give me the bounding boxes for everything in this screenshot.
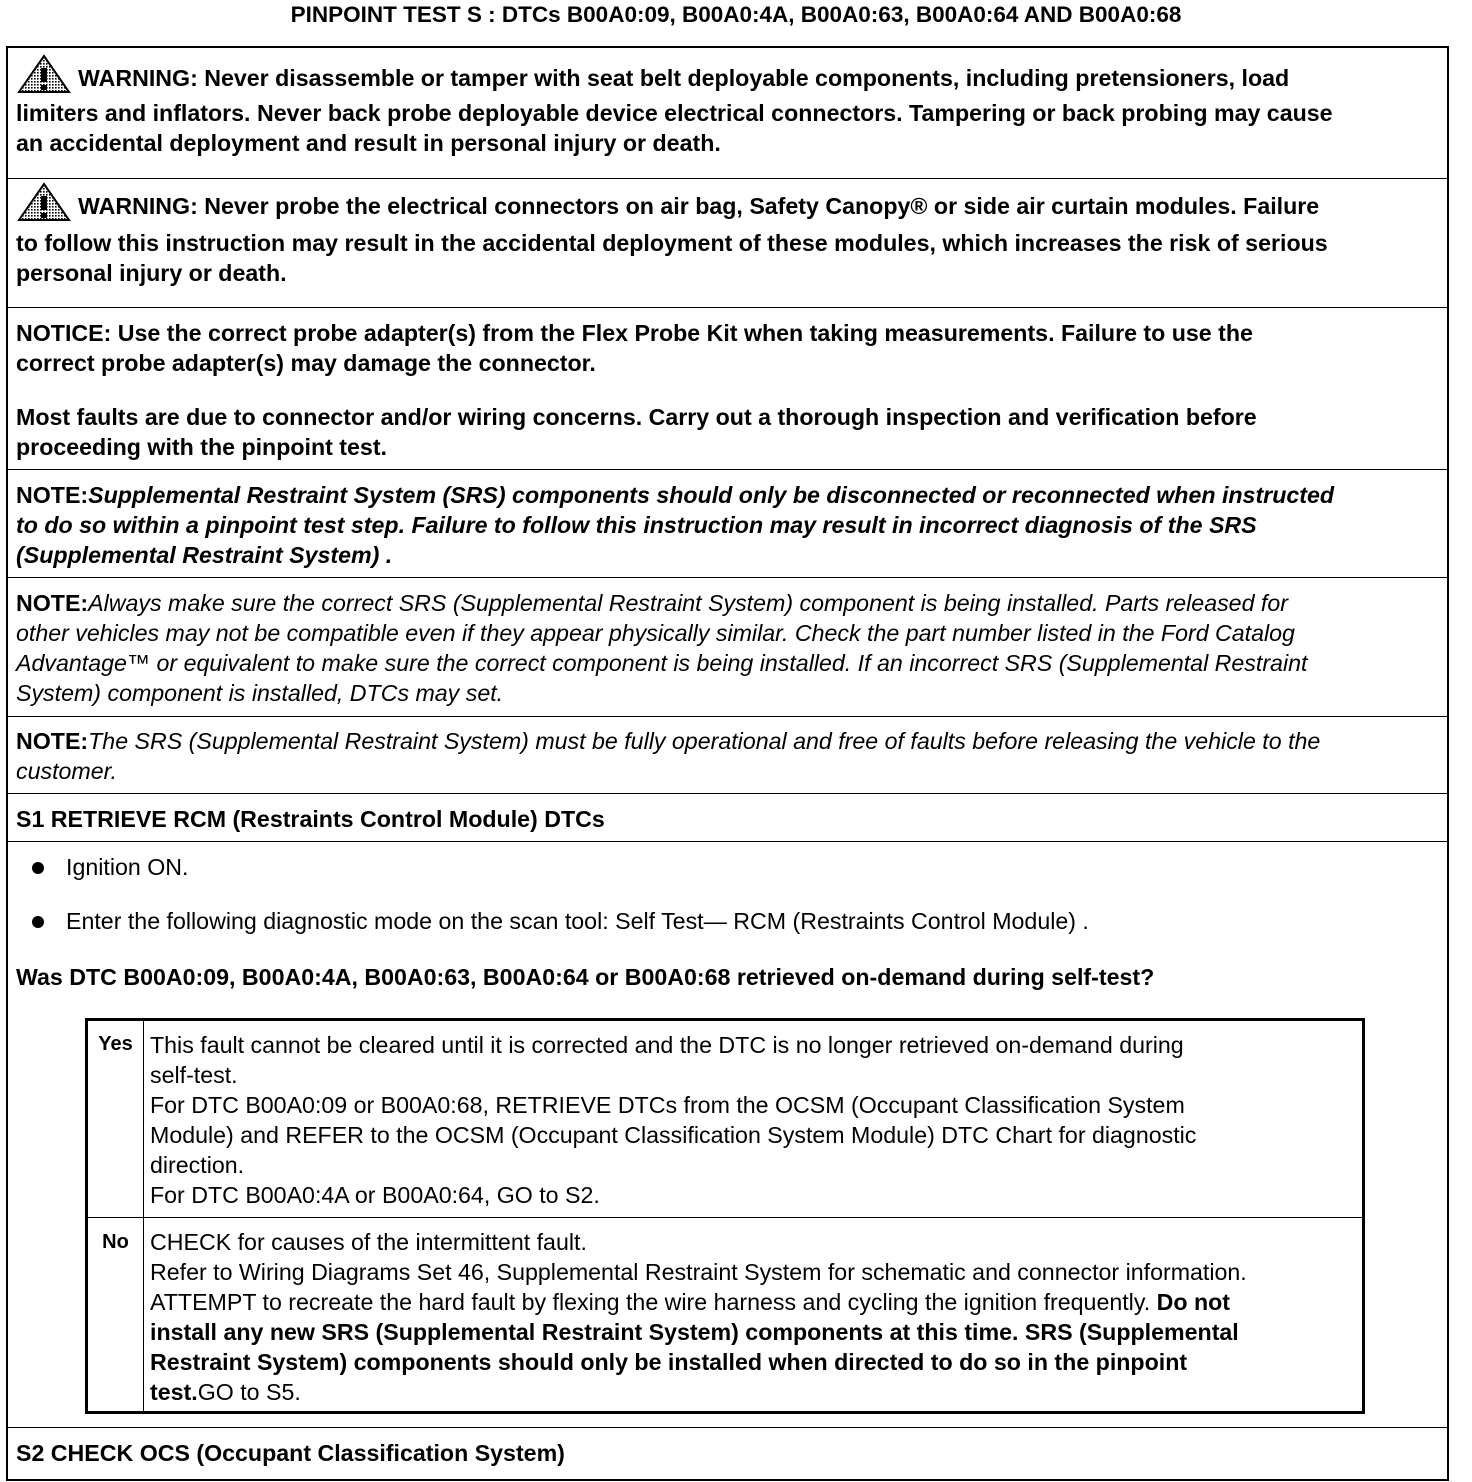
- warning-airbag: [8, 182, 1447, 288]
- step-s2-heading: S2 CHECK OCS (Occupant Classification System): [16, 1440, 565, 1466]
- note-label: NOTE:: [16, 590, 89, 616]
- yes-action-line: For DTC B00A0:4A or B00A0:64, GO to S2.: [150, 1182, 600, 1208]
- list-item-text: Enter the following diagnostic mode on the scan tool: Self Test— RCM (Restraints Control Module) .: [66, 908, 1089, 934]
- note-text: Supplemental Restraint System (SRS) components should only be disconnected or reconnected when instructed: [88, 482, 1335, 508]
- warning-label: WARNING:: [78, 193, 198, 219]
- notice-text: NOTICE: Use the correct probe adapter(s) from the Flex Probe Kit when taking measurements. Failure to use the: [16, 320, 1253, 346]
- note-label: NOTE:: [16, 482, 89, 508]
- notice-block: [8, 318, 1447, 462]
- no-action-emphasis: test.: [150, 1379, 198, 1405]
- note-text: System) component is installed, DTCs may set.: [16, 680, 504, 706]
- yes-action-line: direction.: [150, 1152, 245, 1178]
- note-text: to do so within a pinpoint test step. Failure to follow this instruction may result in incorrect diagnosis of the SRS: [16, 512, 1257, 538]
- row-divider: [8, 793, 1447, 794]
- row-divider: [8, 469, 1447, 470]
- note-text: customer.: [16, 758, 117, 784]
- column-divider: [143, 1021, 144, 1411]
- row-divider: [8, 1427, 1447, 1428]
- row-divider: [8, 577, 1447, 578]
- warning-text: limiters and inflators. Never back probe deployable device electrical connectors. Tampering or back probing may cause: [16, 100, 1333, 126]
- row-divider: [88, 1217, 1362, 1218]
- pinpoint-test-table: [6, 46, 1449, 1481]
- notice-text: Most faults are due to connector and/or wiring concerns. Carry out a thorough inspection and verification before: [16, 404, 1257, 430]
- warning-text: Never disassemble or tamper with seat belt deployable components, including pretensioners, load: [197, 65, 1290, 91]
- note-text: Advantage™ or equivalent to make sure the correct component is being installed. If an incorrect SRS (Supplemental Restraint: [16, 650, 1308, 676]
- no-action-line: ATTEMPT to recreate the hard fault by flexing the wire harness and cycling the ignition frequently.: [150, 1289, 1157, 1315]
- note-srs-disconnect: [8, 480, 1447, 570]
- warning-triangle-icon: [16, 182, 72, 222]
- warning-seat-belt: [8, 54, 1447, 158]
- note-text: Always make sure the correct SRS (Supplemental Restraint System) component is being installed. Parts released for: [88, 590, 1288, 616]
- note-correct-component: [8, 588, 1447, 708]
- step-s1-heading: S1 RETRIEVE RCM (Restraints Control Module) DTCs: [16, 806, 605, 832]
- row-divider: [8, 716, 1447, 717]
- list-item-text: Ignition ON.: [66, 854, 189, 880]
- note-operational: [8, 726, 1447, 786]
- no-action-emphasis: Do not: [1156, 1289, 1230, 1315]
- yes-action-line: self-test.: [150, 1062, 238, 1088]
- warning-label: WARNING:: [78, 65, 198, 91]
- note-label: NOTE:: [16, 728, 89, 754]
- no-action-line: Refer to Wiring Diagrams Set 46, Supplemental Restraint System for schematic and connector information.: [150, 1259, 1247, 1285]
- bullet-icon: [32, 862, 44, 874]
- row-divider: [8, 178, 1447, 179]
- yes-action-line: This fault cannot be cleared until it is corrected and the DTC is no longer retrieved on-demand during: [150, 1032, 1184, 1058]
- no-action-line: CHECK for causes of the intermittent fault.: [150, 1229, 587, 1255]
- warning-text: Never probe the electrical connectors on air bag, Safety Canopy® or side air curtain modules. Failure: [197, 193, 1320, 219]
- warning-text: an accidental deployment and result in personal injury or death.: [16, 130, 721, 156]
- no-action-line: GO to S5.: [197, 1379, 301, 1405]
- yes-label: Yes: [98, 1033, 133, 1055]
- no-action: [150, 1227, 1350, 1407]
- notice-text: correct probe adapter(s) may damage the connector.: [16, 350, 596, 376]
- note-text: (Supplemental Restraint System) .: [16, 542, 393, 568]
- step-question: Was DTC B00A0:09, B00A0:4A, B00A0:63, B00A0:64 or B00A0:68 retrieved on-demand during self-test?: [16, 964, 1155, 990]
- note-text: The SRS (Supplemental Restraint System) must be fully operational and free of faults before releasing the vehicle to the: [88, 728, 1321, 754]
- bullet-icon: [32, 916, 44, 928]
- page-title: PINPOINT TEST S : DTCs B00A0:09, B00A0:4A, B00A0:63, B00A0:64 AND B00A0:68: [290, 2, 1182, 27]
- notice-text: proceeding with the pinpoint test.: [16, 434, 387, 460]
- row-divider: [8, 841, 1447, 842]
- yes-action: [150, 1030, 1350, 1210]
- row-divider: [8, 307, 1447, 308]
- no-label: No: [102, 1231, 129, 1253]
- warning-text: to follow this instruction may result in the accidental deployment of these modules, which increases the risk of serious: [16, 230, 1328, 256]
- note-text: other vehicles may not be compatible even if they appear physically similar. Check the part number listed in the Ford Catalog: [16, 620, 1295, 646]
- yes-no-table: [85, 1018, 1365, 1414]
- warning-text: personal injury or death.: [16, 260, 287, 286]
- yes-action-line: For DTC B00A0:09 or B00A0:68, RETRIEVE DTCs from the OCSM (Occupant Classification System: [150, 1092, 1185, 1118]
- no-action-emphasis: Restraint System) components should only be installed when directed to do so in the pinpoint: [150, 1349, 1188, 1375]
- no-action-emphasis: install any new SRS (Supplemental Restraint System) components at this time. SRS (Supplemental: [150, 1319, 1239, 1345]
- yes-action-line: Module) and REFER to the OCSM (Occupant Classification System Module) DTC Chart for diagnostic: [150, 1122, 1197, 1148]
- warning-triangle-icon: [16, 54, 72, 94]
